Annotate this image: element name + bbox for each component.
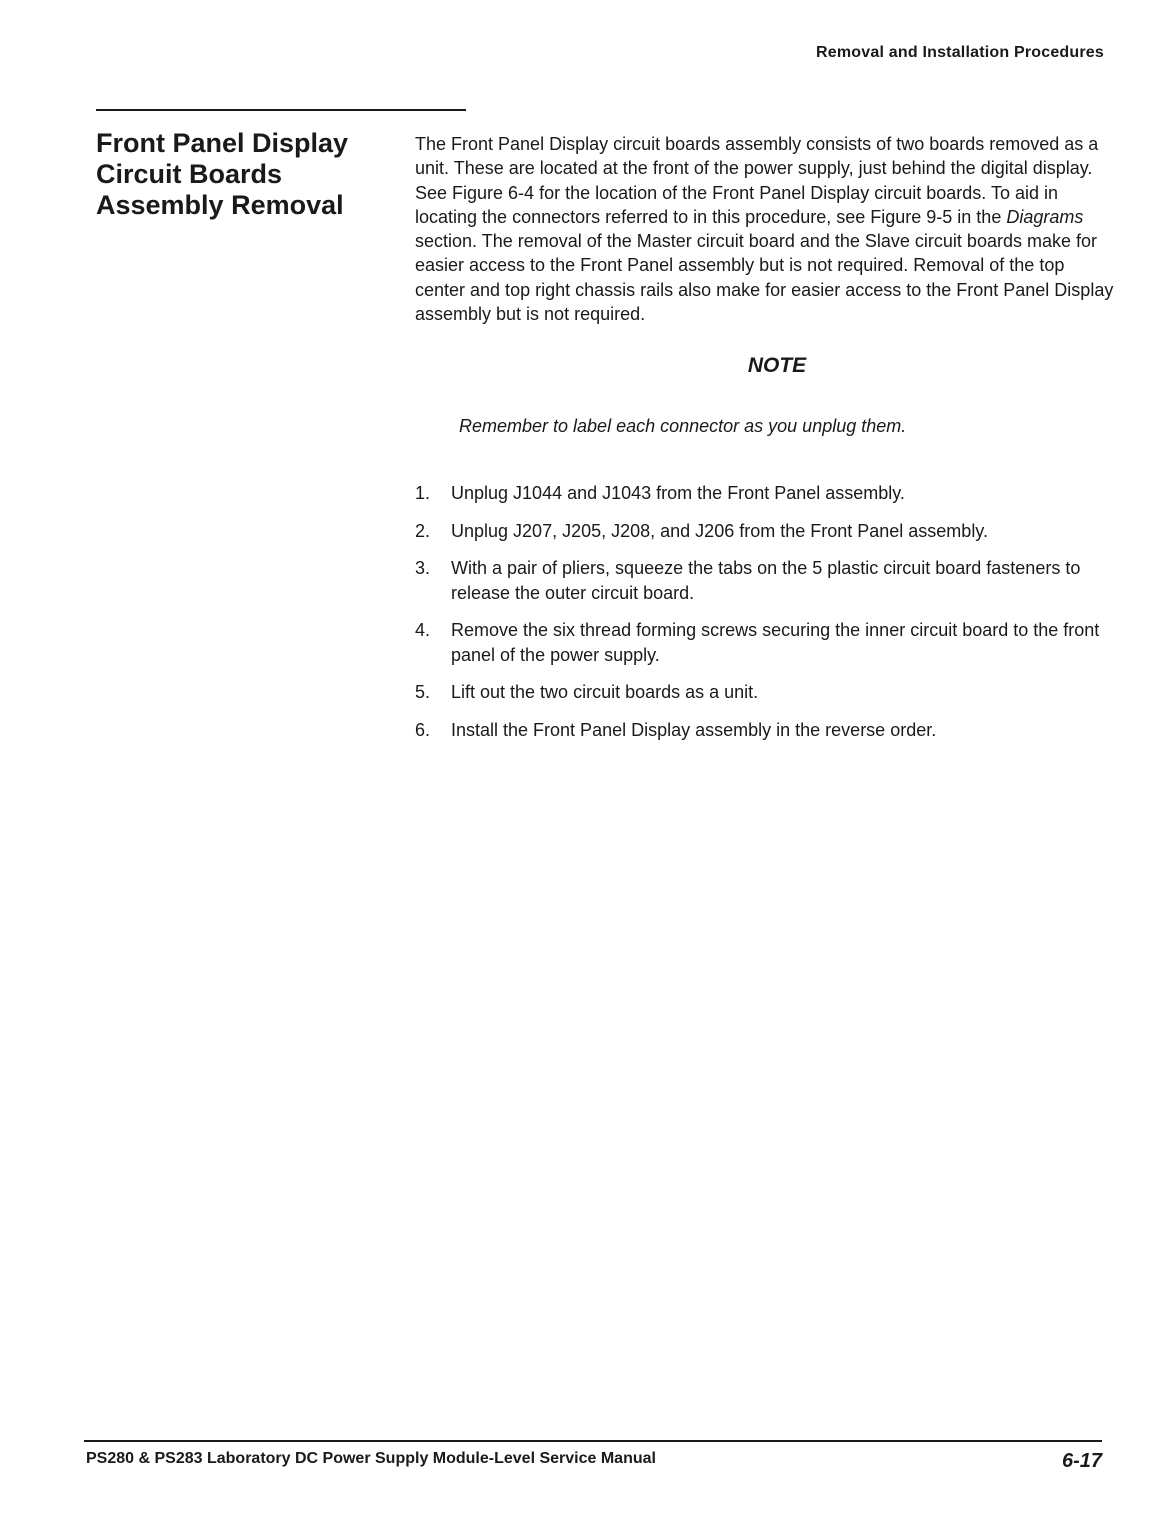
list-item	[415, 481, 1115, 506]
section-title-line: Circuit Boards	[96, 159, 283, 189]
list-item	[415, 680, 1115, 705]
section-divider	[96, 109, 466, 111]
step-number: 3.	[415, 558, 431, 579]
step-number: 4.	[415, 620, 431, 641]
step-number: 2.	[415, 520, 431, 541]
footer-divider	[84, 1440, 1102, 1442]
intro-text: The Front Panel Display circuit boards assembly consists of two boards removed as a unit. These are located at the front of the power supply, just behind the digital display. See Figure 6-4 for the location of the Front Panel Display circuit boards. To aid in locating the connectors referred to in this procedure, see Figure 9-5 in the	[415, 134, 1099, 227]
procedure-steps	[415, 481, 1115, 742]
page-number: 6-17	[1061, 1450, 1102, 1472]
step-text: With a pair of pliers, squeeze the tabs on the 5 plastic circuit board fasteners to release the outer circuit board.	[451, 558, 1081, 603]
list-item	[415, 519, 1115, 544]
running-header: Removal and Installation Procedures	[816, 44, 1104, 61]
step-number: 6.	[415, 719, 431, 740]
step-text: Unplug J207, J205, J208, and J206 from the Front Panel assembly.	[451, 520, 988, 541]
note-text: Remember to label each connector as you unplug them.	[459, 416, 907, 437]
step-number: 1.	[415, 483, 431, 504]
list-item	[415, 618, 1115, 667]
step-text: Install the Front Panel Display assembly in the reverse order.	[451, 719, 937, 740]
list-item	[415, 718, 1115, 743]
intro-paragraph	[415, 132, 1115, 326]
note-heading: NOTE	[747, 354, 807, 378]
diagrams-reference: Diagrams	[1006, 206, 1084, 227]
section-title	[96, 128, 396, 221]
step-text: Remove the six thread forming screws securing the inner circuit board to the front panel of the power supply.	[451, 620, 1100, 665]
section-title-line: Assembly Removal	[96, 190, 344, 220]
list-item	[415, 556, 1115, 605]
footer-manual-title: PS280 & PS283 Laboratory DC Power Supply Module-Level Service Manual	[86, 1450, 656, 1467]
intro-text-continued: section. The removal of the Master circuit board and the Slave circuit boards make for easier access to the Front Panel assembly but is not required. Removal of the top center and top right chassis rails also make for easier access to the Front Panel Display assembly but is not required.	[415, 231, 1114, 325]
step-text: Lift out the two circuit boards as a unit.	[451, 682, 759, 703]
step-text: Unplug J1044 and J1043 from the Front Panel assembly.	[451, 483, 905, 504]
body-column	[415, 132, 1115, 755]
step-number: 5.	[415, 682, 431, 703]
section-title-line: Front Panel Display	[96, 128, 349, 158]
